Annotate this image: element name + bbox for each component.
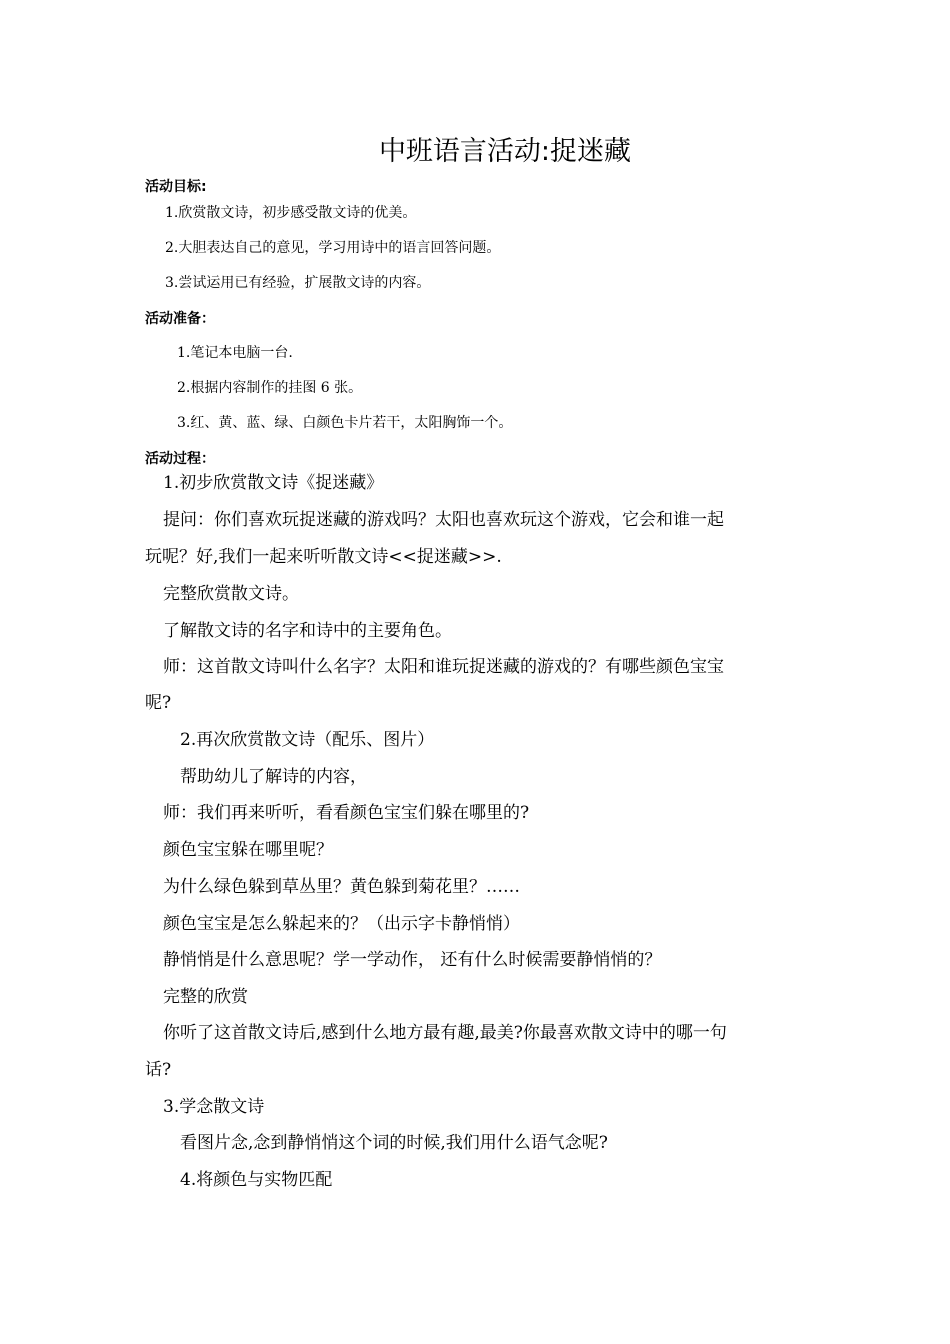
goal-item: 3.尝试运用已有经验，扩展散文诗的内容。 [165, 275, 431, 291]
process-line: 颜色宝宝是怎么躲起来的？（出示字卡静悄悄） [163, 914, 520, 934]
goal-item: 2.大胆表达自己的意见，学习用诗中的语言回答问题。 [165, 240, 501, 256]
prep-heading: 活动准备： [145, 311, 215, 327]
prep-item: 2.根据内容制作的挂图 6 张。 [177, 380, 363, 396]
process-line: 师：这首散文诗叫什么名字？太阳和谁玩捉迷藏的游戏的？有哪些颜色宝宝 [163, 657, 724, 677]
process-line: 帮助幼儿了解诗的内容， [180, 767, 367, 787]
process-heading: 活动过程： [145, 451, 215, 467]
prep-item: 3.红、黄、蓝、绿、白颜色卡片若干，太阳胸饰一个。 [177, 415, 513, 431]
goals-heading: 活动目标: [145, 179, 207, 195]
goal-item: 1.欣赏散文诗，初步感受散文诗的优美。 [165, 205, 417, 221]
process-line: 完整的欣赏 [163, 987, 248, 1007]
process-line: 2.再次欣赏散文诗（配乐、图片） [180, 730, 435, 750]
process-line: 颜色宝宝躲在哪里呢？ [163, 840, 333, 860]
process-line: 提问：你们喜欢玩捉迷藏的游戏吗？太阳也喜欢玩这个游戏，它会和谁一起 [163, 510, 724, 530]
process-line: 完整欣赏散文诗。 [163, 584, 299, 604]
document-title: 中班语言活动:捉迷藏 [378, 136, 632, 167]
process-line: 呢? [145, 693, 172, 713]
process-line: 1.初步欣赏散文诗《捉迷藏》 [163, 473, 384, 493]
process-line: 了解散文诗的名字和诗中的主要角色。 [163, 621, 452, 641]
process-line: 师：我们再来听听，看看颜色宝宝们躲在哪里的? [163, 803, 530, 823]
process-line: 4.将颜色与实物匹配 [180, 1170, 333, 1190]
process-line: 你听了这首散文诗后,感到什么地方最有趣,最美?你最喜欢散文诗中的哪一句 [163, 1023, 727, 1043]
process-line: 3.学念散文诗 [163, 1097, 265, 1117]
prep-item: 1.笔记本电脑一台. [177, 345, 293, 361]
process-line: 玩呢？好,我们一起来听听散文诗<<捉迷藏>>. [145, 547, 502, 567]
process-line: 看图片念,念到静悄悄这个词的时候,我们用什么语气念呢? [180, 1133, 608, 1153]
process-line: 话? [145, 1060, 172, 1080]
process-line: 为什么绿色躲到草丛里？黄色躲到菊花里？…… [163, 877, 520, 897]
process-line: 静悄悄是什么意思呢？学一学动作， 还有什么时候需要静悄悄的？ [163, 950, 662, 970]
